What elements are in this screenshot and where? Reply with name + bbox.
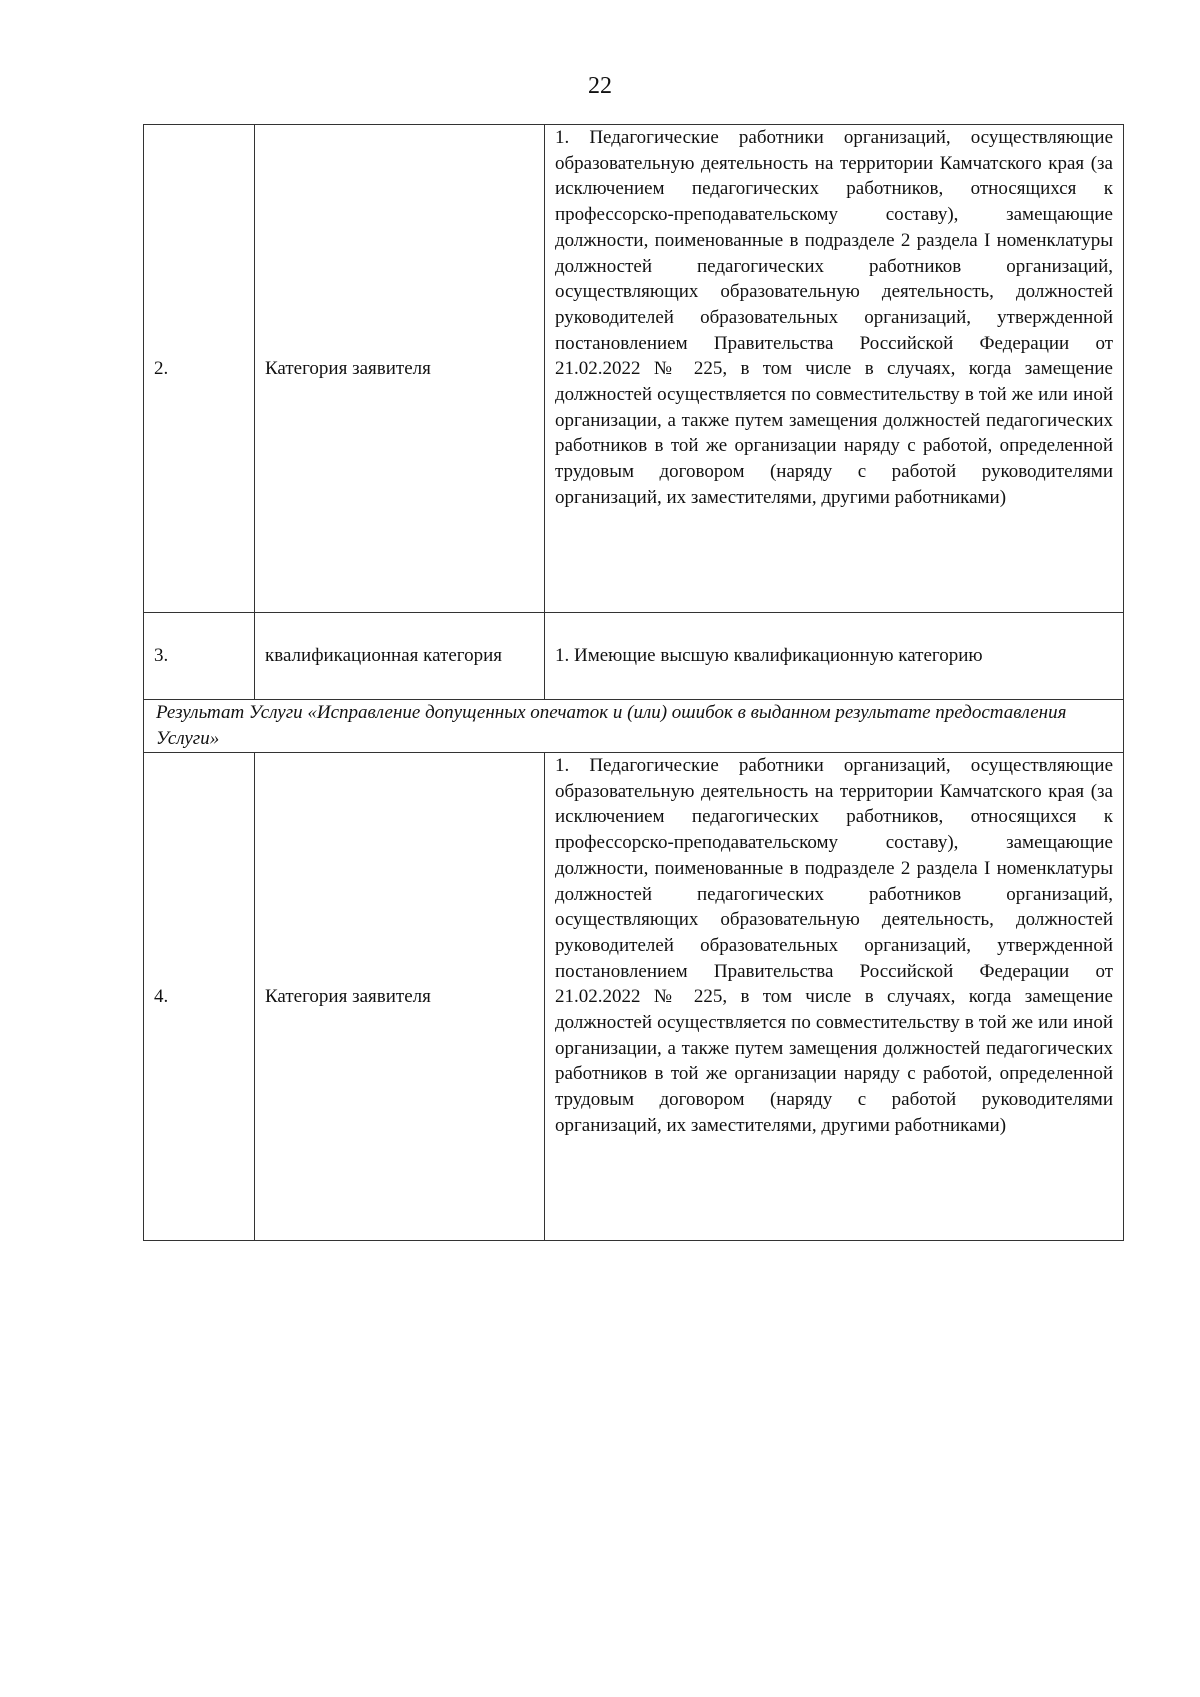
row-label: Категория заявителя — [255, 753, 545, 1241]
criteria-table — [143, 124, 1124, 1241]
row-number: 4. — [144, 753, 255, 1241]
row-value: 1. Имеющие высшую квалификационную категорию — [545, 613, 1124, 700]
row-label: Категория заявителя — [255, 125, 545, 613]
table-row — [144, 753, 1124, 1241]
table-row — [144, 125, 1124, 613]
section-header-row — [144, 700, 1124, 753]
row-value: 1. Педагогические работники организаций, осуществляющие образовательную деятельность на территории Камчатского края (за исключением педагогических работников, относящихся к профессорско-преподавательскому составу), замещающие должности, поименованные в подразделе 2 раздела I номенклатуры должностей педагогических работников организаций, осуществляющих образовательную деятельность, должностей руководителей образовательных организаций, утвержденной постановлением Правительства Российской Федерации от 21.02.2022 № 225, в том числе в случаях, когда замещение должностей осуществляется по совместительству в той же или иной организации, а также путем замещения должностей педагогических работников в той же организации наряду с работой, определенной трудовым договором (наряду с работой руководителями организаций, их заместителями, другими работниками) — [545, 753, 1124, 1241]
row-value: 1. Педагогические работники организаций, осуществляющие образовательную деятельность на территории Камчатского края (за исключением педагогических работников, относящихся к профессорско-преподавательскому составу), замещающие должности, поименованные в подразделе 2 раздела I номенклатуры должностей педагогических работников организаций, осуществляющих образовательную деятельность, должностей руководителей образовательных организаций, утвержденной постановлением Правительства Российской Федерации от 21.02.2022 № 225, в том числе в случаях, когда замещение должностей осуществляется по совместительству в той же или иной организации, а также путем замещения должностей педагогических работников в той же организации наряду с работой, определенной трудовым договором (наряду с работой руководителями организаций, их заместителями, другими работниками) — [545, 125, 1124, 613]
row-number: 3. — [144, 613, 255, 700]
page-number: 22 — [588, 73, 612, 99]
row-label: квалификационная категория — [255, 613, 545, 700]
table-row — [144, 613, 1124, 700]
section-header: Результат Услуги «Исправление допущенных опечаток и (или) ошибок в выданном результате предоставления Услуги» — [144, 700, 1124, 753]
row-number: 2. — [144, 125, 255, 613]
